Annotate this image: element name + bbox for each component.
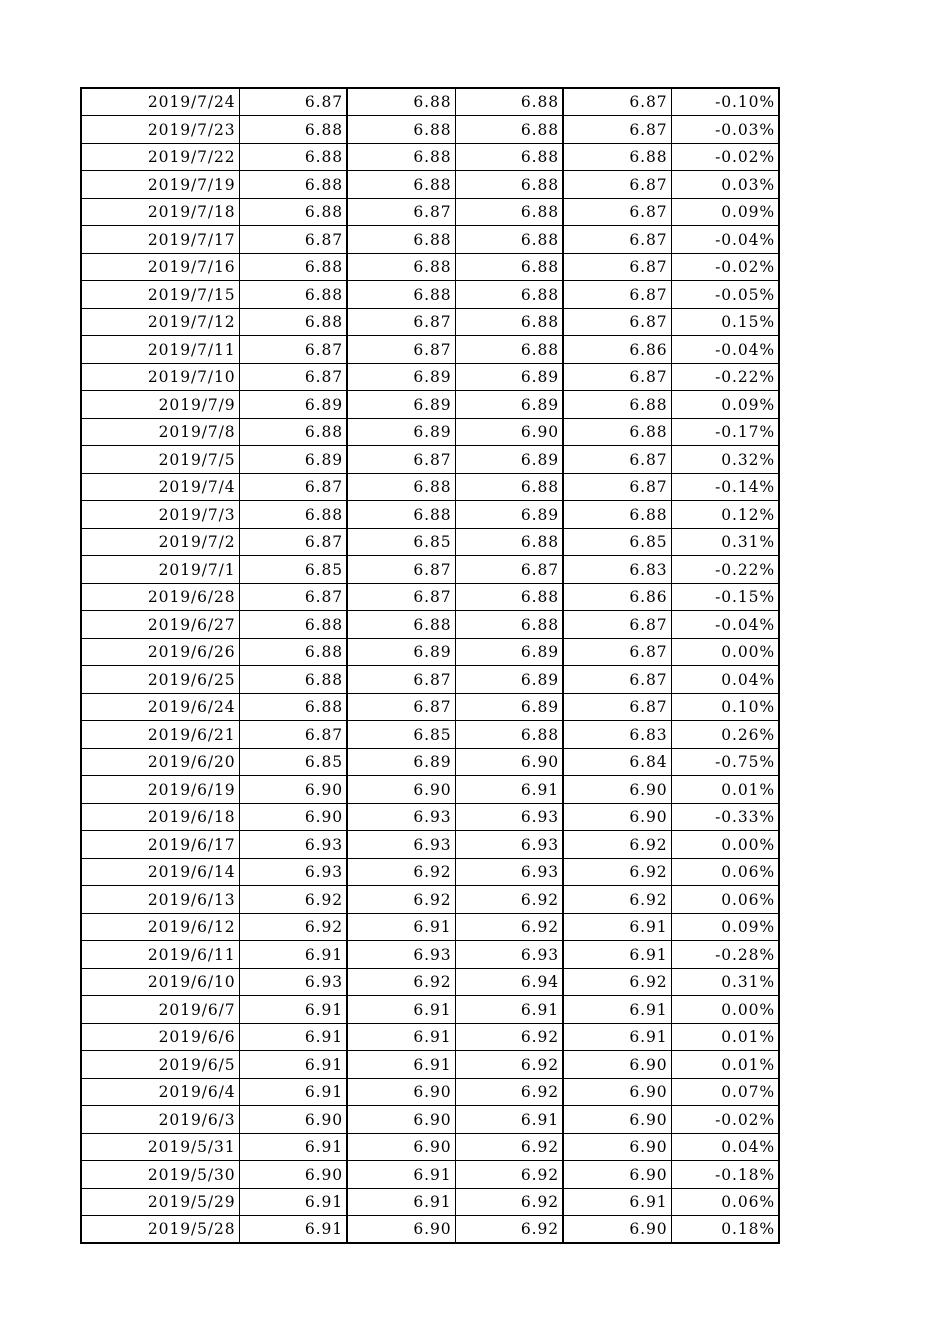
change-percent-cell: 0.09% — [671, 391, 779, 419]
date-cell: 2019/6/12 — [81, 913, 239, 941]
date-cell: 2019/7/18 — [81, 198, 239, 226]
change-percent-cell: -0.10% — [671, 88, 779, 116]
open-cell: 6.87 — [347, 446, 455, 474]
change-percent-cell: -0.75% — [671, 748, 779, 776]
high-cell: 6.92 — [455, 1078, 563, 1106]
high-cell: 6.88 — [455, 281, 563, 309]
close-cell: 6.87 — [239, 721, 347, 749]
low-cell: 6.87 — [563, 308, 671, 336]
date-cell: 2019/6/7 — [81, 996, 239, 1024]
open-cell: 6.88 — [347, 253, 455, 281]
table-row — [81, 693, 779, 721]
high-cell: 6.92 — [455, 1051, 563, 1079]
high-cell: 6.88 — [455, 171, 563, 199]
close-cell: 6.85 — [239, 748, 347, 776]
open-cell: 6.89 — [347, 638, 455, 666]
open-cell: 6.90 — [347, 1078, 455, 1106]
date-cell: 2019/6/18 — [81, 803, 239, 831]
date-cell: 2019/6/3 — [81, 1106, 239, 1134]
close-cell: 6.85 — [239, 556, 347, 584]
close-cell: 6.87 — [239, 336, 347, 364]
change-percent-cell: -0.17% — [671, 418, 779, 446]
low-cell: 6.91 — [563, 996, 671, 1024]
table-row — [81, 803, 779, 831]
close-cell: 6.92 — [239, 913, 347, 941]
table-row — [81, 336, 779, 364]
close-cell: 6.87 — [239, 88, 347, 116]
table-body — [81, 88, 779, 1243]
date-cell: 2019/7/24 — [81, 88, 239, 116]
change-percent-cell: 0.26% — [671, 721, 779, 749]
open-cell: 6.85 — [347, 721, 455, 749]
table-row — [81, 1188, 779, 1216]
date-cell: 2019/6/10 — [81, 968, 239, 996]
close-cell: 6.88 — [239, 308, 347, 336]
table-row — [81, 1051, 779, 1079]
open-cell: 6.87 — [347, 198, 455, 226]
close-cell: 6.88 — [239, 198, 347, 226]
high-cell: 6.92 — [455, 1133, 563, 1161]
close-cell: 6.88 — [239, 171, 347, 199]
low-cell: 6.88 — [563, 391, 671, 419]
open-cell: 6.91 — [347, 996, 455, 1024]
date-cell: 2019/6/28 — [81, 583, 239, 611]
open-cell: 6.88 — [347, 501, 455, 529]
low-cell: 6.88 — [563, 501, 671, 529]
low-cell: 6.90 — [563, 1216, 671, 1244]
low-cell: 6.87 — [563, 88, 671, 116]
change-percent-cell: -0.18% — [671, 1161, 779, 1189]
change-percent-cell: -0.28% — [671, 941, 779, 969]
high-cell: 6.89 — [455, 363, 563, 391]
high-cell: 6.90 — [455, 418, 563, 446]
date-cell: 2019/6/11 — [81, 941, 239, 969]
high-cell: 6.88 — [455, 226, 563, 254]
table-row — [81, 556, 779, 584]
change-percent-cell: -0.04% — [671, 336, 779, 364]
high-cell: 6.88 — [455, 583, 563, 611]
change-percent-cell: 0.01% — [671, 1023, 779, 1051]
change-percent-cell: 0.00% — [671, 831, 779, 859]
low-cell: 6.87 — [563, 116, 671, 144]
change-percent-cell: -0.02% — [671, 253, 779, 281]
high-cell: 6.88 — [455, 143, 563, 171]
low-cell: 6.88 — [563, 143, 671, 171]
open-cell: 6.87 — [347, 308, 455, 336]
high-cell: 6.93 — [455, 941, 563, 969]
high-cell: 6.88 — [455, 721, 563, 749]
open-cell: 6.91 — [347, 1161, 455, 1189]
change-percent-cell: -0.15% — [671, 583, 779, 611]
change-percent-cell: -0.02% — [671, 143, 779, 171]
table-row — [81, 391, 779, 419]
table-row — [81, 913, 779, 941]
table-row — [81, 1078, 779, 1106]
date-cell: 2019/7/2 — [81, 528, 239, 556]
table-row — [81, 1161, 779, 1189]
date-cell: 2019/7/8 — [81, 418, 239, 446]
table-row — [81, 748, 779, 776]
table-row — [81, 858, 779, 886]
close-cell: 6.88 — [239, 281, 347, 309]
high-cell: 6.89 — [455, 391, 563, 419]
open-cell: 6.85 — [347, 528, 455, 556]
low-cell: 6.87 — [563, 198, 671, 226]
close-cell: 6.90 — [239, 1106, 347, 1134]
high-cell: 6.92 — [455, 886, 563, 914]
close-cell: 6.93 — [239, 968, 347, 996]
close-cell: 6.87 — [239, 473, 347, 501]
close-cell: 6.88 — [239, 253, 347, 281]
close-cell: 6.91 — [239, 1216, 347, 1244]
change-percent-cell: 0.07% — [671, 1078, 779, 1106]
high-cell: 6.93 — [455, 803, 563, 831]
table-row — [81, 528, 779, 556]
close-cell: 6.87 — [239, 528, 347, 556]
high-cell: 6.88 — [455, 611, 563, 639]
close-cell: 6.89 — [239, 446, 347, 474]
low-cell: 6.91 — [563, 913, 671, 941]
open-cell: 6.90 — [347, 1133, 455, 1161]
high-cell: 6.89 — [455, 666, 563, 694]
date-cell: 2019/7/19 — [81, 171, 239, 199]
low-cell: 6.85 — [563, 528, 671, 556]
open-cell: 6.90 — [347, 1106, 455, 1134]
table-row — [81, 198, 779, 226]
high-cell: 6.90 — [455, 748, 563, 776]
date-cell: 2019/6/17 — [81, 831, 239, 859]
change-percent-cell: 0.15% — [671, 308, 779, 336]
date-cell: 2019/5/31 — [81, 1133, 239, 1161]
low-cell: 6.92 — [563, 831, 671, 859]
change-percent-cell: 0.01% — [671, 776, 779, 804]
table-row — [81, 281, 779, 309]
high-cell: 6.88 — [455, 253, 563, 281]
change-percent-cell: 0.10% — [671, 693, 779, 721]
low-cell: 6.87 — [563, 363, 671, 391]
open-cell: 6.93 — [347, 941, 455, 969]
high-cell: 6.88 — [455, 88, 563, 116]
table-row — [81, 473, 779, 501]
table-row — [81, 611, 779, 639]
close-cell: 6.91 — [239, 1188, 347, 1216]
high-cell: 6.92 — [455, 1188, 563, 1216]
close-cell: 6.87 — [239, 363, 347, 391]
table-row — [81, 666, 779, 694]
open-cell: 6.92 — [347, 968, 455, 996]
close-cell: 6.92 — [239, 886, 347, 914]
high-cell: 6.91 — [455, 776, 563, 804]
table-row — [81, 143, 779, 171]
change-percent-cell: -0.05% — [671, 281, 779, 309]
high-cell: 6.91 — [455, 996, 563, 1024]
low-cell: 6.88 — [563, 418, 671, 446]
high-cell: 6.88 — [455, 198, 563, 226]
low-cell: 6.92 — [563, 858, 671, 886]
open-cell: 6.88 — [347, 171, 455, 199]
open-cell: 6.87 — [347, 693, 455, 721]
table-row — [81, 1023, 779, 1051]
low-cell: 6.84 — [563, 748, 671, 776]
change-percent-cell: 0.04% — [671, 666, 779, 694]
date-cell: 2019/7/16 — [81, 253, 239, 281]
table-row — [81, 1216, 779, 1244]
low-cell: 6.87 — [563, 226, 671, 254]
date-cell: 2019/7/1 — [81, 556, 239, 584]
high-cell: 6.92 — [455, 1161, 563, 1189]
close-cell: 6.91 — [239, 1051, 347, 1079]
date-cell: 2019/7/9 — [81, 391, 239, 419]
change-percent-cell: -0.02% — [671, 1106, 779, 1134]
change-percent-cell: 0.31% — [671, 528, 779, 556]
low-cell: 6.87 — [563, 666, 671, 694]
close-cell: 6.88 — [239, 666, 347, 694]
change-percent-cell: 0.00% — [671, 638, 779, 666]
open-cell: 6.93 — [347, 831, 455, 859]
table-row — [81, 1133, 779, 1161]
close-cell: 6.90 — [239, 776, 347, 804]
date-cell: 2019/7/10 — [81, 363, 239, 391]
high-cell: 6.88 — [455, 336, 563, 364]
date-cell: 2019/7/3 — [81, 501, 239, 529]
open-cell: 6.88 — [347, 88, 455, 116]
open-cell: 6.87 — [347, 583, 455, 611]
table-row — [81, 638, 779, 666]
open-cell: 6.91 — [347, 1023, 455, 1051]
change-percent-cell: 0.12% — [671, 501, 779, 529]
date-cell: 2019/5/30 — [81, 1161, 239, 1189]
low-cell: 6.91 — [563, 941, 671, 969]
table-row — [81, 968, 779, 996]
date-cell: 2019/7/12 — [81, 308, 239, 336]
date-cell: 2019/5/29 — [81, 1188, 239, 1216]
date-cell: 2019/7/22 — [81, 143, 239, 171]
high-cell: 6.89 — [455, 446, 563, 474]
date-cell: 2019/5/28 — [81, 1216, 239, 1244]
table-row — [81, 226, 779, 254]
date-cell: 2019/7/23 — [81, 116, 239, 144]
table-row — [81, 1106, 779, 1134]
change-percent-cell: -0.33% — [671, 803, 779, 831]
table-row — [81, 171, 779, 199]
high-cell: 6.92 — [455, 1023, 563, 1051]
open-cell: 6.89 — [347, 363, 455, 391]
table-row — [81, 886, 779, 914]
low-cell: 6.90 — [563, 1133, 671, 1161]
high-cell: 6.94 — [455, 968, 563, 996]
high-cell: 6.92 — [455, 1216, 563, 1244]
low-cell: 6.90 — [563, 1051, 671, 1079]
close-cell: 6.87 — [239, 583, 347, 611]
close-cell: 6.93 — [239, 858, 347, 886]
change-percent-cell: 0.06% — [671, 1188, 779, 1216]
change-percent-cell: -0.03% — [671, 116, 779, 144]
high-cell: 6.88 — [455, 308, 563, 336]
exchange-rate-table — [80, 87, 780, 1244]
change-percent-cell: -0.04% — [671, 611, 779, 639]
change-percent-cell: 0.32% — [671, 446, 779, 474]
low-cell: 6.92 — [563, 968, 671, 996]
change-percent-cell: -0.22% — [671, 363, 779, 391]
close-cell: 6.93 — [239, 831, 347, 859]
change-percent-cell: 0.09% — [671, 198, 779, 226]
low-cell: 6.91 — [563, 1023, 671, 1051]
date-cell: 2019/7/15 — [81, 281, 239, 309]
open-cell: 6.89 — [347, 418, 455, 446]
open-cell: 6.90 — [347, 776, 455, 804]
date-cell: 2019/6/5 — [81, 1051, 239, 1079]
date-cell: 2019/7/5 — [81, 446, 239, 474]
open-cell: 6.89 — [347, 391, 455, 419]
close-cell: 6.88 — [239, 693, 347, 721]
open-cell: 6.88 — [347, 473, 455, 501]
open-cell: 6.88 — [347, 226, 455, 254]
date-cell: 2019/6/24 — [81, 693, 239, 721]
table-row — [81, 831, 779, 859]
low-cell: 6.91 — [563, 1188, 671, 1216]
change-percent-cell: 0.18% — [671, 1216, 779, 1244]
table-row — [81, 941, 779, 969]
open-cell: 6.91 — [347, 1051, 455, 1079]
table-row — [81, 776, 779, 804]
high-cell: 6.88 — [455, 528, 563, 556]
change-percent-cell: -0.04% — [671, 226, 779, 254]
low-cell: 6.86 — [563, 583, 671, 611]
low-cell: 6.87 — [563, 446, 671, 474]
high-cell: 6.87 — [455, 556, 563, 584]
open-cell: 6.92 — [347, 858, 455, 886]
high-cell: 6.89 — [455, 693, 563, 721]
low-cell: 6.86 — [563, 336, 671, 364]
low-cell: 6.90 — [563, 1161, 671, 1189]
date-cell: 2019/6/21 — [81, 721, 239, 749]
close-cell: 6.91 — [239, 1078, 347, 1106]
change-percent-cell: 0.04% — [671, 1133, 779, 1161]
close-cell: 6.88 — [239, 143, 347, 171]
date-cell: 2019/6/6 — [81, 1023, 239, 1051]
open-cell: 6.92 — [347, 886, 455, 914]
open-cell: 6.91 — [347, 1188, 455, 1216]
table-row — [81, 446, 779, 474]
low-cell: 6.92 — [563, 886, 671, 914]
low-cell: 6.90 — [563, 776, 671, 804]
change-percent-cell: 0.31% — [671, 968, 779, 996]
date-cell: 2019/7/11 — [81, 336, 239, 364]
table-row — [81, 88, 779, 116]
table-row — [81, 583, 779, 611]
table-row — [81, 116, 779, 144]
close-cell: 6.91 — [239, 1133, 347, 1161]
close-cell: 6.91 — [239, 996, 347, 1024]
open-cell: 6.87 — [347, 666, 455, 694]
open-cell: 6.87 — [347, 336, 455, 364]
open-cell: 6.89 — [347, 748, 455, 776]
table-row — [81, 308, 779, 336]
close-cell: 6.88 — [239, 501, 347, 529]
low-cell: 6.90 — [563, 803, 671, 831]
change-percent-cell: 0.09% — [671, 913, 779, 941]
change-percent-cell: -0.22% — [671, 556, 779, 584]
high-cell: 6.89 — [455, 501, 563, 529]
low-cell: 6.90 — [563, 1106, 671, 1134]
change-percent-cell: -0.14% — [671, 473, 779, 501]
high-cell: 6.89 — [455, 638, 563, 666]
date-cell: 2019/6/14 — [81, 858, 239, 886]
low-cell: 6.90 — [563, 1078, 671, 1106]
high-cell: 6.92 — [455, 913, 563, 941]
close-cell: 6.87 — [239, 226, 347, 254]
low-cell: 6.87 — [563, 693, 671, 721]
close-cell: 6.90 — [239, 1161, 347, 1189]
change-percent-cell: 0.06% — [671, 858, 779, 886]
open-cell: 6.88 — [347, 611, 455, 639]
low-cell: 6.83 — [563, 556, 671, 584]
date-cell: 2019/6/20 — [81, 748, 239, 776]
low-cell: 6.87 — [563, 281, 671, 309]
date-cell: 2019/6/4 — [81, 1078, 239, 1106]
close-cell: 6.88 — [239, 611, 347, 639]
date-cell: 2019/7/4 — [81, 473, 239, 501]
close-cell: 6.89 — [239, 391, 347, 419]
close-cell: 6.91 — [239, 1023, 347, 1051]
date-cell: 2019/6/25 — [81, 666, 239, 694]
change-percent-cell: 0.06% — [671, 886, 779, 914]
open-cell: 6.91 — [347, 913, 455, 941]
date-cell: 2019/6/19 — [81, 776, 239, 804]
table-row — [81, 996, 779, 1024]
low-cell: 6.87 — [563, 638, 671, 666]
low-cell: 6.83 — [563, 721, 671, 749]
open-cell: 6.88 — [347, 143, 455, 171]
low-cell: 6.87 — [563, 473, 671, 501]
change-percent-cell: 0.03% — [671, 171, 779, 199]
close-cell: 6.91 — [239, 941, 347, 969]
close-cell: 6.88 — [239, 638, 347, 666]
close-cell: 6.88 — [239, 418, 347, 446]
change-percent-cell: 0.00% — [671, 996, 779, 1024]
table-row — [81, 418, 779, 446]
table-row — [81, 721, 779, 749]
high-cell: 6.88 — [455, 116, 563, 144]
high-cell: 6.93 — [455, 858, 563, 886]
open-cell: 6.88 — [347, 116, 455, 144]
date-cell: 2019/6/27 — [81, 611, 239, 639]
open-cell: 6.93 — [347, 803, 455, 831]
change-percent-cell: 0.01% — [671, 1051, 779, 1079]
low-cell: 6.87 — [563, 253, 671, 281]
close-cell: 6.90 — [239, 803, 347, 831]
date-cell: 2019/7/17 — [81, 226, 239, 254]
table-row — [81, 253, 779, 281]
high-cell: 6.88 — [455, 473, 563, 501]
close-cell: 6.88 — [239, 116, 347, 144]
date-cell: 2019/6/26 — [81, 638, 239, 666]
open-cell: 6.87 — [347, 556, 455, 584]
table-row — [81, 363, 779, 391]
table-row — [81, 501, 779, 529]
low-cell: 6.87 — [563, 611, 671, 639]
low-cell: 6.87 — [563, 171, 671, 199]
high-cell: 6.93 — [455, 831, 563, 859]
open-cell: 6.88 — [347, 281, 455, 309]
high-cell: 6.91 — [455, 1106, 563, 1134]
open-cell: 6.90 — [347, 1216, 455, 1244]
date-cell: 2019/6/13 — [81, 886, 239, 914]
